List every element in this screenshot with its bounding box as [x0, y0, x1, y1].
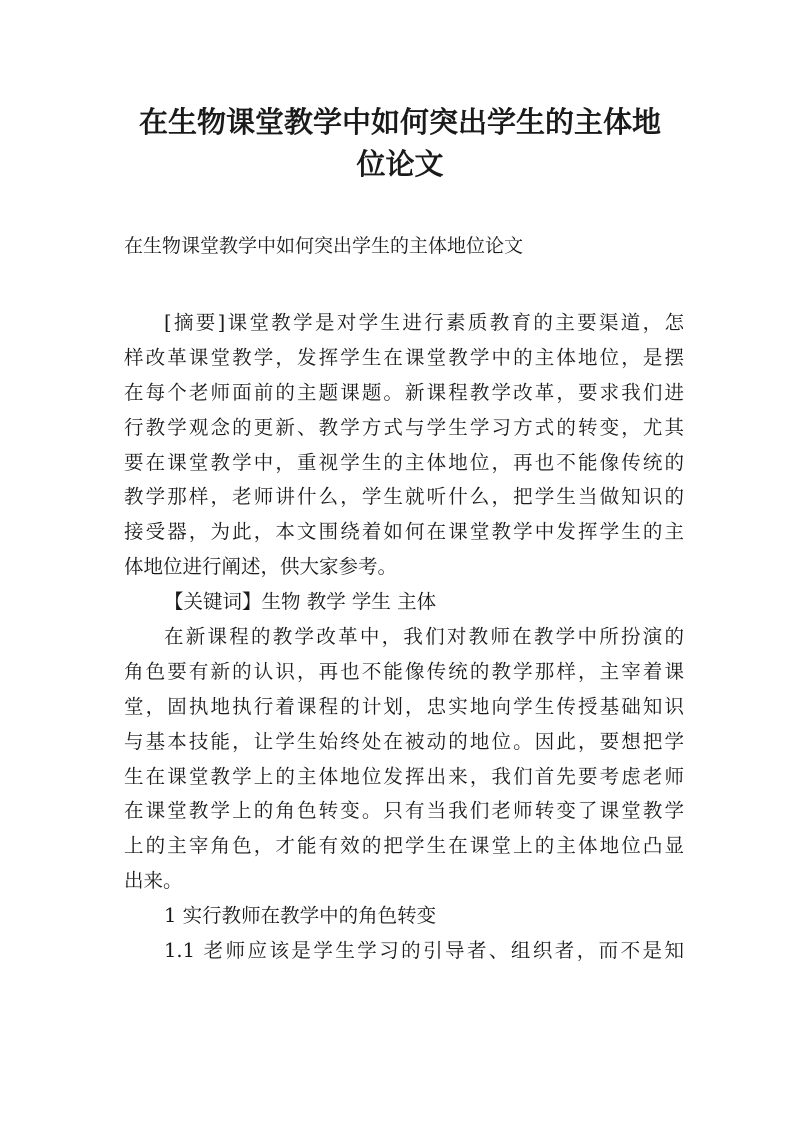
abstract-line: 体地位进行阐述，供大家参考。 — [124, 555, 398, 579]
abstract-line: 教学那样，老师讲什么，学生就听什么，把学生当做知识的 — [124, 485, 684, 509]
paragraph-line: 生在课堂教学上的主体地位发挥出来，我们首先要考虑老师 — [124, 764, 684, 788]
paragraph-line: 出来。 — [124, 869, 183, 893]
abstract-line: 样改革课堂教学，发挥学生在课堂教学中的主体地位，是摆 — [124, 345, 684, 369]
abstract-line: 在每个老师面前的主题课题。新课程教学改革，要求我们进 — [124, 380, 684, 404]
document-body — [124, 306, 684, 969]
paragraph-line: 上的主宰角色，才能有效的把学生在课堂上的主体地位凸显 — [124, 834, 684, 858]
document-title-line-2: 位论文 — [356, 147, 444, 181]
paragraph-line: 在课堂教学上的角色转变。只有当我们老师转变了课堂教学 — [124, 799, 684, 823]
paragraph-line: 堂，固执地执行着课程的计划，忠实地向学生传授基础知识 — [124, 694, 684, 718]
document-subtitle: 在生物课堂教学中如何突出学生的主体地位论文 — [124, 235, 524, 257]
paragraph-line: 角色要有新的认识，再也不能像传统的教学那样，主宰着课 — [124, 659, 684, 683]
abstract-line: 行教学观念的更新、教学方式与学生学习方式的转变，尤其 — [124, 415, 684, 439]
document-title-line-1: 在生物课堂教学中如何突出学生的主体地 — [138, 105, 661, 139]
abstract-line: 要在课堂教学中，重视学生的主体地位，再也不能像传统的 — [124, 450, 684, 474]
abstract-line: 接受器，为此，本文围绕着如何在课堂教学中发挥学生的主 — [124, 520, 684, 544]
keywords-line: 【关键词】生物 教学 学生 主体 — [164, 590, 437, 614]
paragraph-line: 在新课程的教学改革中，我们对教师在教学中所扮演的 — [164, 625, 684, 649]
subsection-line: 1.1 老师应该是学生学习的引导者、组织者，而不是知 — [164, 939, 684, 963]
section-heading: 1 实行教师在教学中的角色转变 — [164, 904, 437, 928]
abstract-line: [摘要]课堂教学是对学生进行素质教育的主要渠道，怎 — [164, 311, 684, 334]
paragraph-line: 与基本技能，让学生始终处在被动的地位。因此，要想把学 — [124, 729, 684, 753]
